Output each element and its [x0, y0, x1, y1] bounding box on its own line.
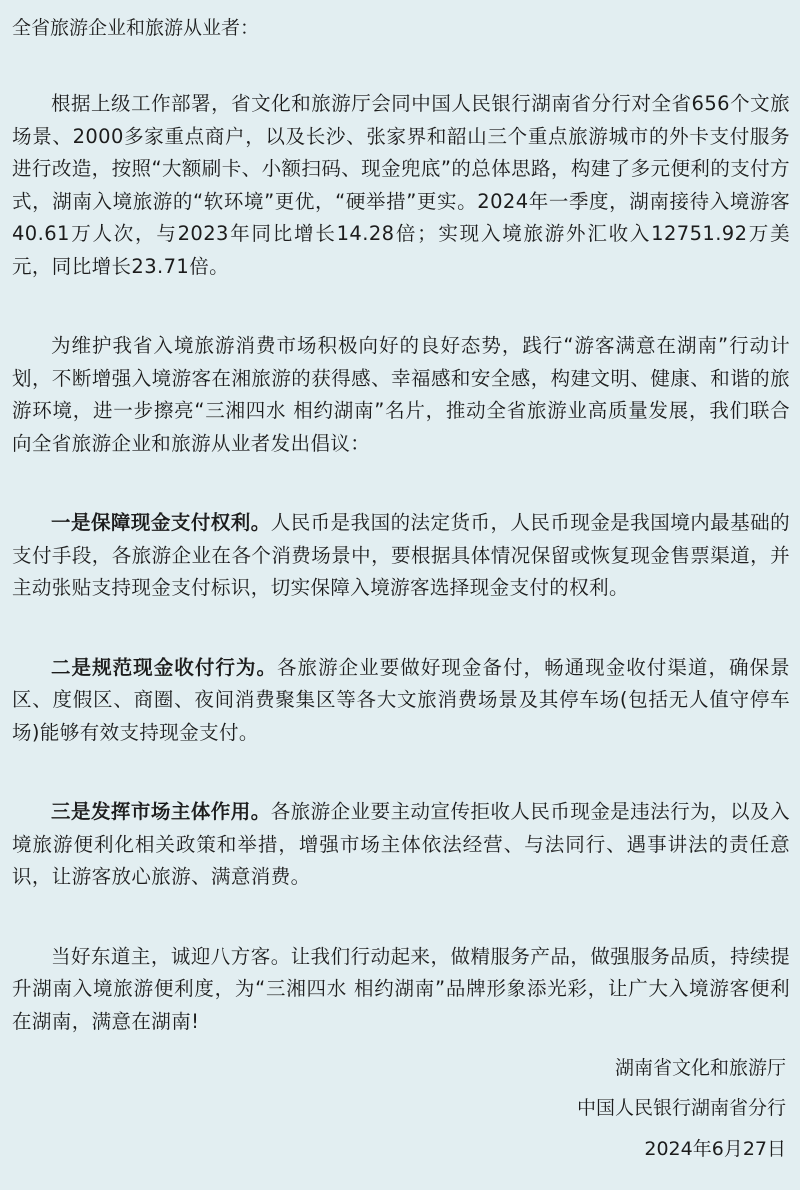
- paragraph-text: 人民币是我国的法定货币，人民币现金是我国境内最基础的支付手段，各旅游企业在各个消费场景中，要根据具体情况保留或恢复现金售票渠道，并主动张贴支持现金支付标识，切实保障入境游客选择现金支付的权利。: [12, 511, 791, 599]
- paragraph-lead: 三是发挥市场主体作用。: [51, 800, 271, 823]
- paragraph-initiative: [12, 330, 790, 460]
- signature-org-central-bank: 中国人民银行湖南省分行: [576, 1097, 786, 1119]
- paragraph-text: 各旅游企业要做好现金备付，畅通现金收付渠道，确保景区、度假区、商圈、夜间消费聚集区等各大文旅消费场景及其停车场(包括无人值守停车场)能够有效支持现金支付。: [12, 655, 790, 744]
- signature-date: 2024年6月27日: [644, 1138, 786, 1160]
- paragraph-lead: 二是规范现金收付行为。: [51, 655, 277, 679]
- paragraph-text: 当好东道主，诚迎八方客。让我们行动起来，做精服务产品，做强服务品质，持续提升湖南入境旅游便利度，为“三湘四水 相约湖南”品牌形象添光彩，让广大入境游客便利在湖南，满意在湖南!: [12, 944, 790, 1033]
- paragraph-background: [12, 88, 790, 283]
- paragraph-point-two: [12, 652, 790, 750]
- paragraph-text: 为维护我省入境旅游消费市场积极向好的良好态势，践行“游客满意在湖南”行动计划，不断增强入境游客在湘旅游的获得感、幸福感和安全感，构建文明、健康、和谐的旅游环境，进一步擦亮“三湘四水 相约湖南”名片，推动全省旅游业高质量发展，我们联合向全省旅游企业和旅游从业者发出倡议：: [12, 334, 790, 455]
- signature-org-culture-tourism: 湖南省文化和旅游厅: [614, 1057, 786, 1079]
- salutation: 全省旅游企业和旅游从业者：: [12, 17, 260, 39]
- paragraph-lead: 一是保障现金支付权利。: [51, 511, 271, 534]
- paragraph-closing: [12, 941, 790, 1039]
- paragraph-point-three: [12, 796, 790, 894]
- paragraph-point-one: [12, 507, 790, 605]
- paragraph-text: 根据上级工作部署，省文化和旅游厅会同中国人民银行湖南省分行对全省656个文旅场景、2000多家重点商户，以及长沙、张家界和韶山三个重点旅游城市的外卡支付服务进行改造，按照“大额刷卡、小额扫码、现金兜底”的总体思路，构建了多元便利的支付方式，湖南入境旅游的“软环境”更优，“硬举措”更实。2024年一季度，湖南接待入境游客40.61万人次，与2023年同比增长14.28倍；实现入境旅游外汇收入12751.92万美元，同比增长23.71倍。: [12, 92, 790, 278]
- paragraph-text: 各旅游企业要主动宣传拒收人民币现金是违法行为，以及入境旅游便利化相关政策和举措，增强市场主体依法经营、与法同行、遇事讲法的责任意识，让游客放心旅游、满意消费。: [12, 800, 791, 888]
